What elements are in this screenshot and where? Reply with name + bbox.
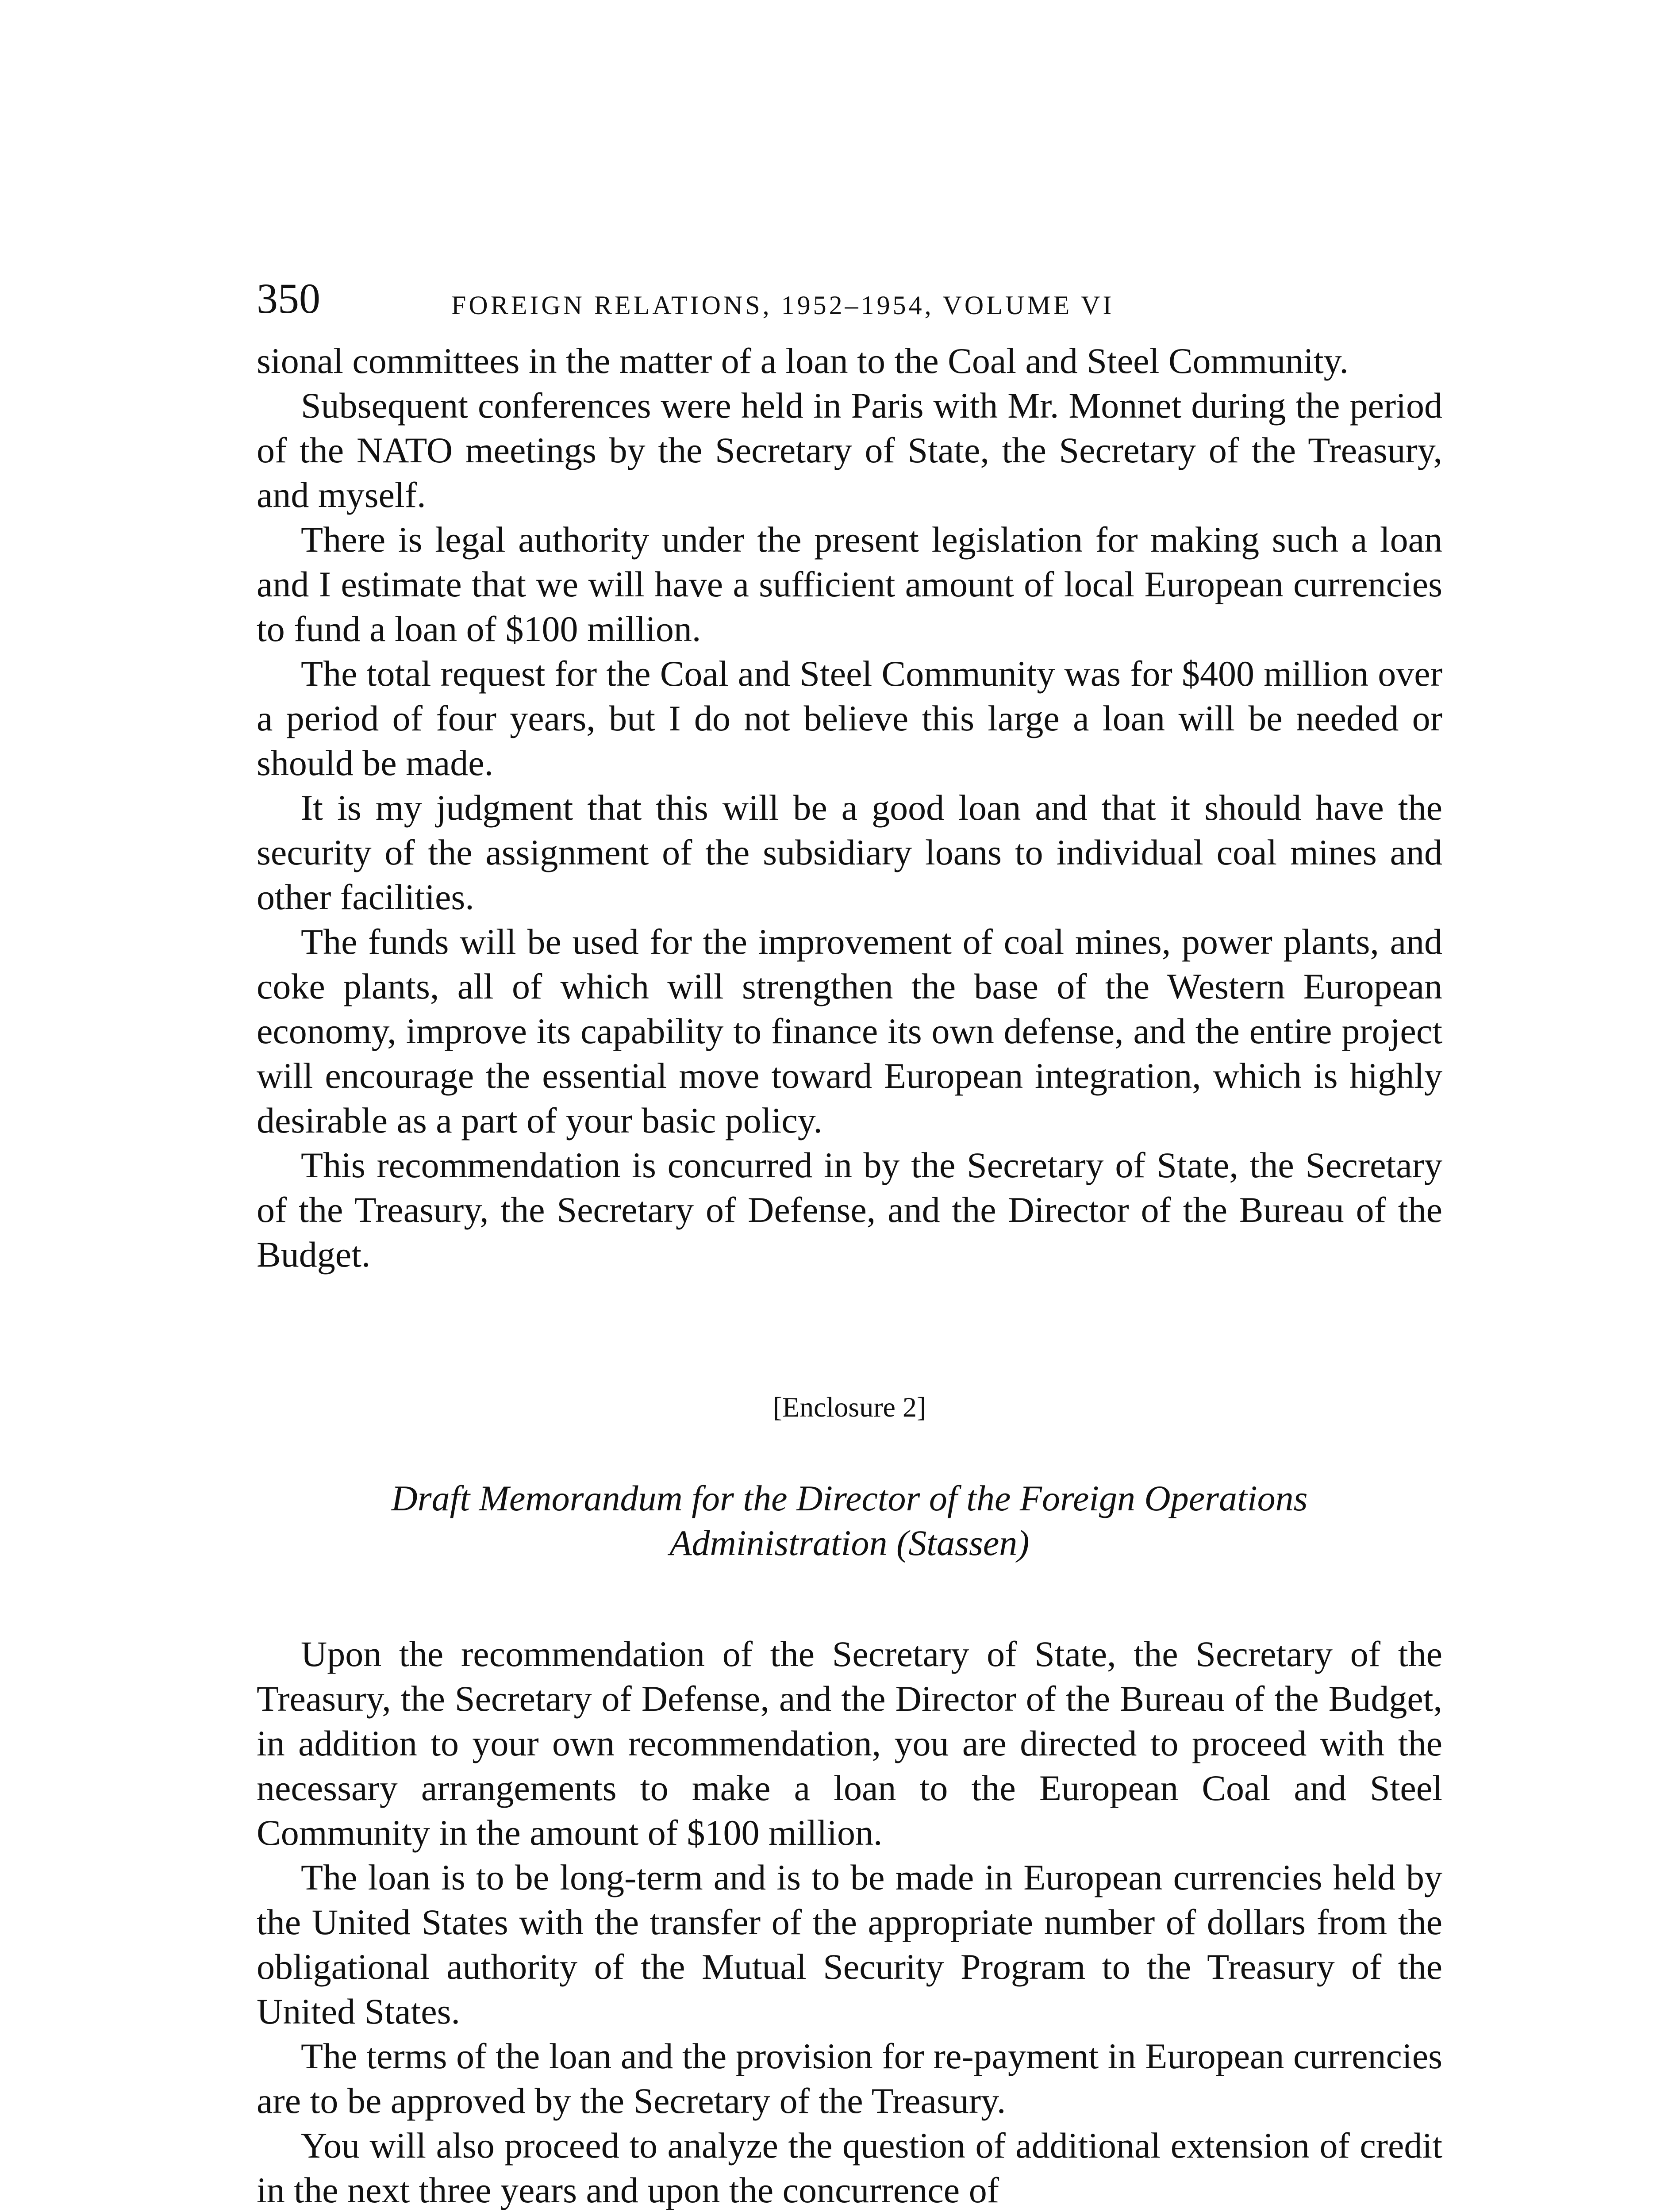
memo-body xyxy=(257,1632,1442,2212)
body-paragraph: Subsequent conferences were held in Paris with Mr. Monnet during the period of the NATO meetings by the Secretary of State, the Secretary of the Treasury, and myself. xyxy=(257,385,1442,515)
memo-title-line: Administration (Stassen) xyxy=(669,1523,1030,1563)
memo-paragraph: The terms of the loan and the provision for re-payment in European currencies are to be approved by the Secretary of the Treasury. xyxy=(257,2036,1442,2121)
memo-title-line: Draft Memorandum for the Director of the Foreign Operations xyxy=(391,1478,1308,1518)
enclosure-label: [Enclosure 2] xyxy=(773,1391,926,1423)
memo-paragraph: The loan is to be long-term and is to be made in European currencies held by the United States with the transfer of the appropriate number of dollars from the obligational authority of the Mutual Security Program to the Treasury of the United States. xyxy=(257,1857,1442,2032)
page-number: 350 xyxy=(257,275,320,322)
memo-title xyxy=(257,1476,1442,1565)
body-paragraph: It is my judgment that this will be a good loan and that it should have the security of the assignment of the subsidiary loans to individual coal mines and other facilities. xyxy=(257,787,1442,917)
memo-paragraph: Upon the recommendation of the Secretary of State, the Secretary of the Treasury, the Secretary of Defense, and the Director of the Bureau of the Budget, in addition to your own recommendation, you are directed to proceed with the necessary arrangements to make a loan to the European Coal and Steel Community in the amount of $100 million. xyxy=(257,1634,1442,1853)
body-paragraph: The funds will be used for the improvement of coal mines, power plants, and coke plants, all of which will strengthen the base of the Western European economy, improve its capability to finance its own defense, and the entire project will encourage the essential move toward European integration, which is highly desirable as a part of your basic policy. xyxy=(257,922,1442,1141)
body-paragraph: This recommendation is concurred in by the Secretary of State, the Secretary of the Treasury, the Secretary of Defense, and the Director of the Bureau of the Budget. xyxy=(257,1145,1442,1275)
letter-body xyxy=(257,338,1442,1277)
memo-paragraph: You will also proceed to analyze the question of additional extension of credit in the next three years and upon the concurrence of xyxy=(257,2125,1442,2210)
document-page xyxy=(257,274,1442,2212)
body-paragraph: sional committees in the matter of a loan to the Coal and Steel Community. xyxy=(257,341,1349,381)
body-paragraph: The total request for the Coal and Steel Community was for $400 million over a period of four years, but I do not believe this large a loan will be needed or should be made. xyxy=(257,653,1442,783)
body-paragraph: There is legal authority under the present legislation for making such a loan and I estimate that we will have a sufficient amount of local European currencies to fund a loan of $100 million. xyxy=(257,519,1442,649)
running-title: FOREIGN RELATIONS, 1952–1954, VOLUME VI xyxy=(451,291,1115,320)
running-head xyxy=(257,274,1442,327)
